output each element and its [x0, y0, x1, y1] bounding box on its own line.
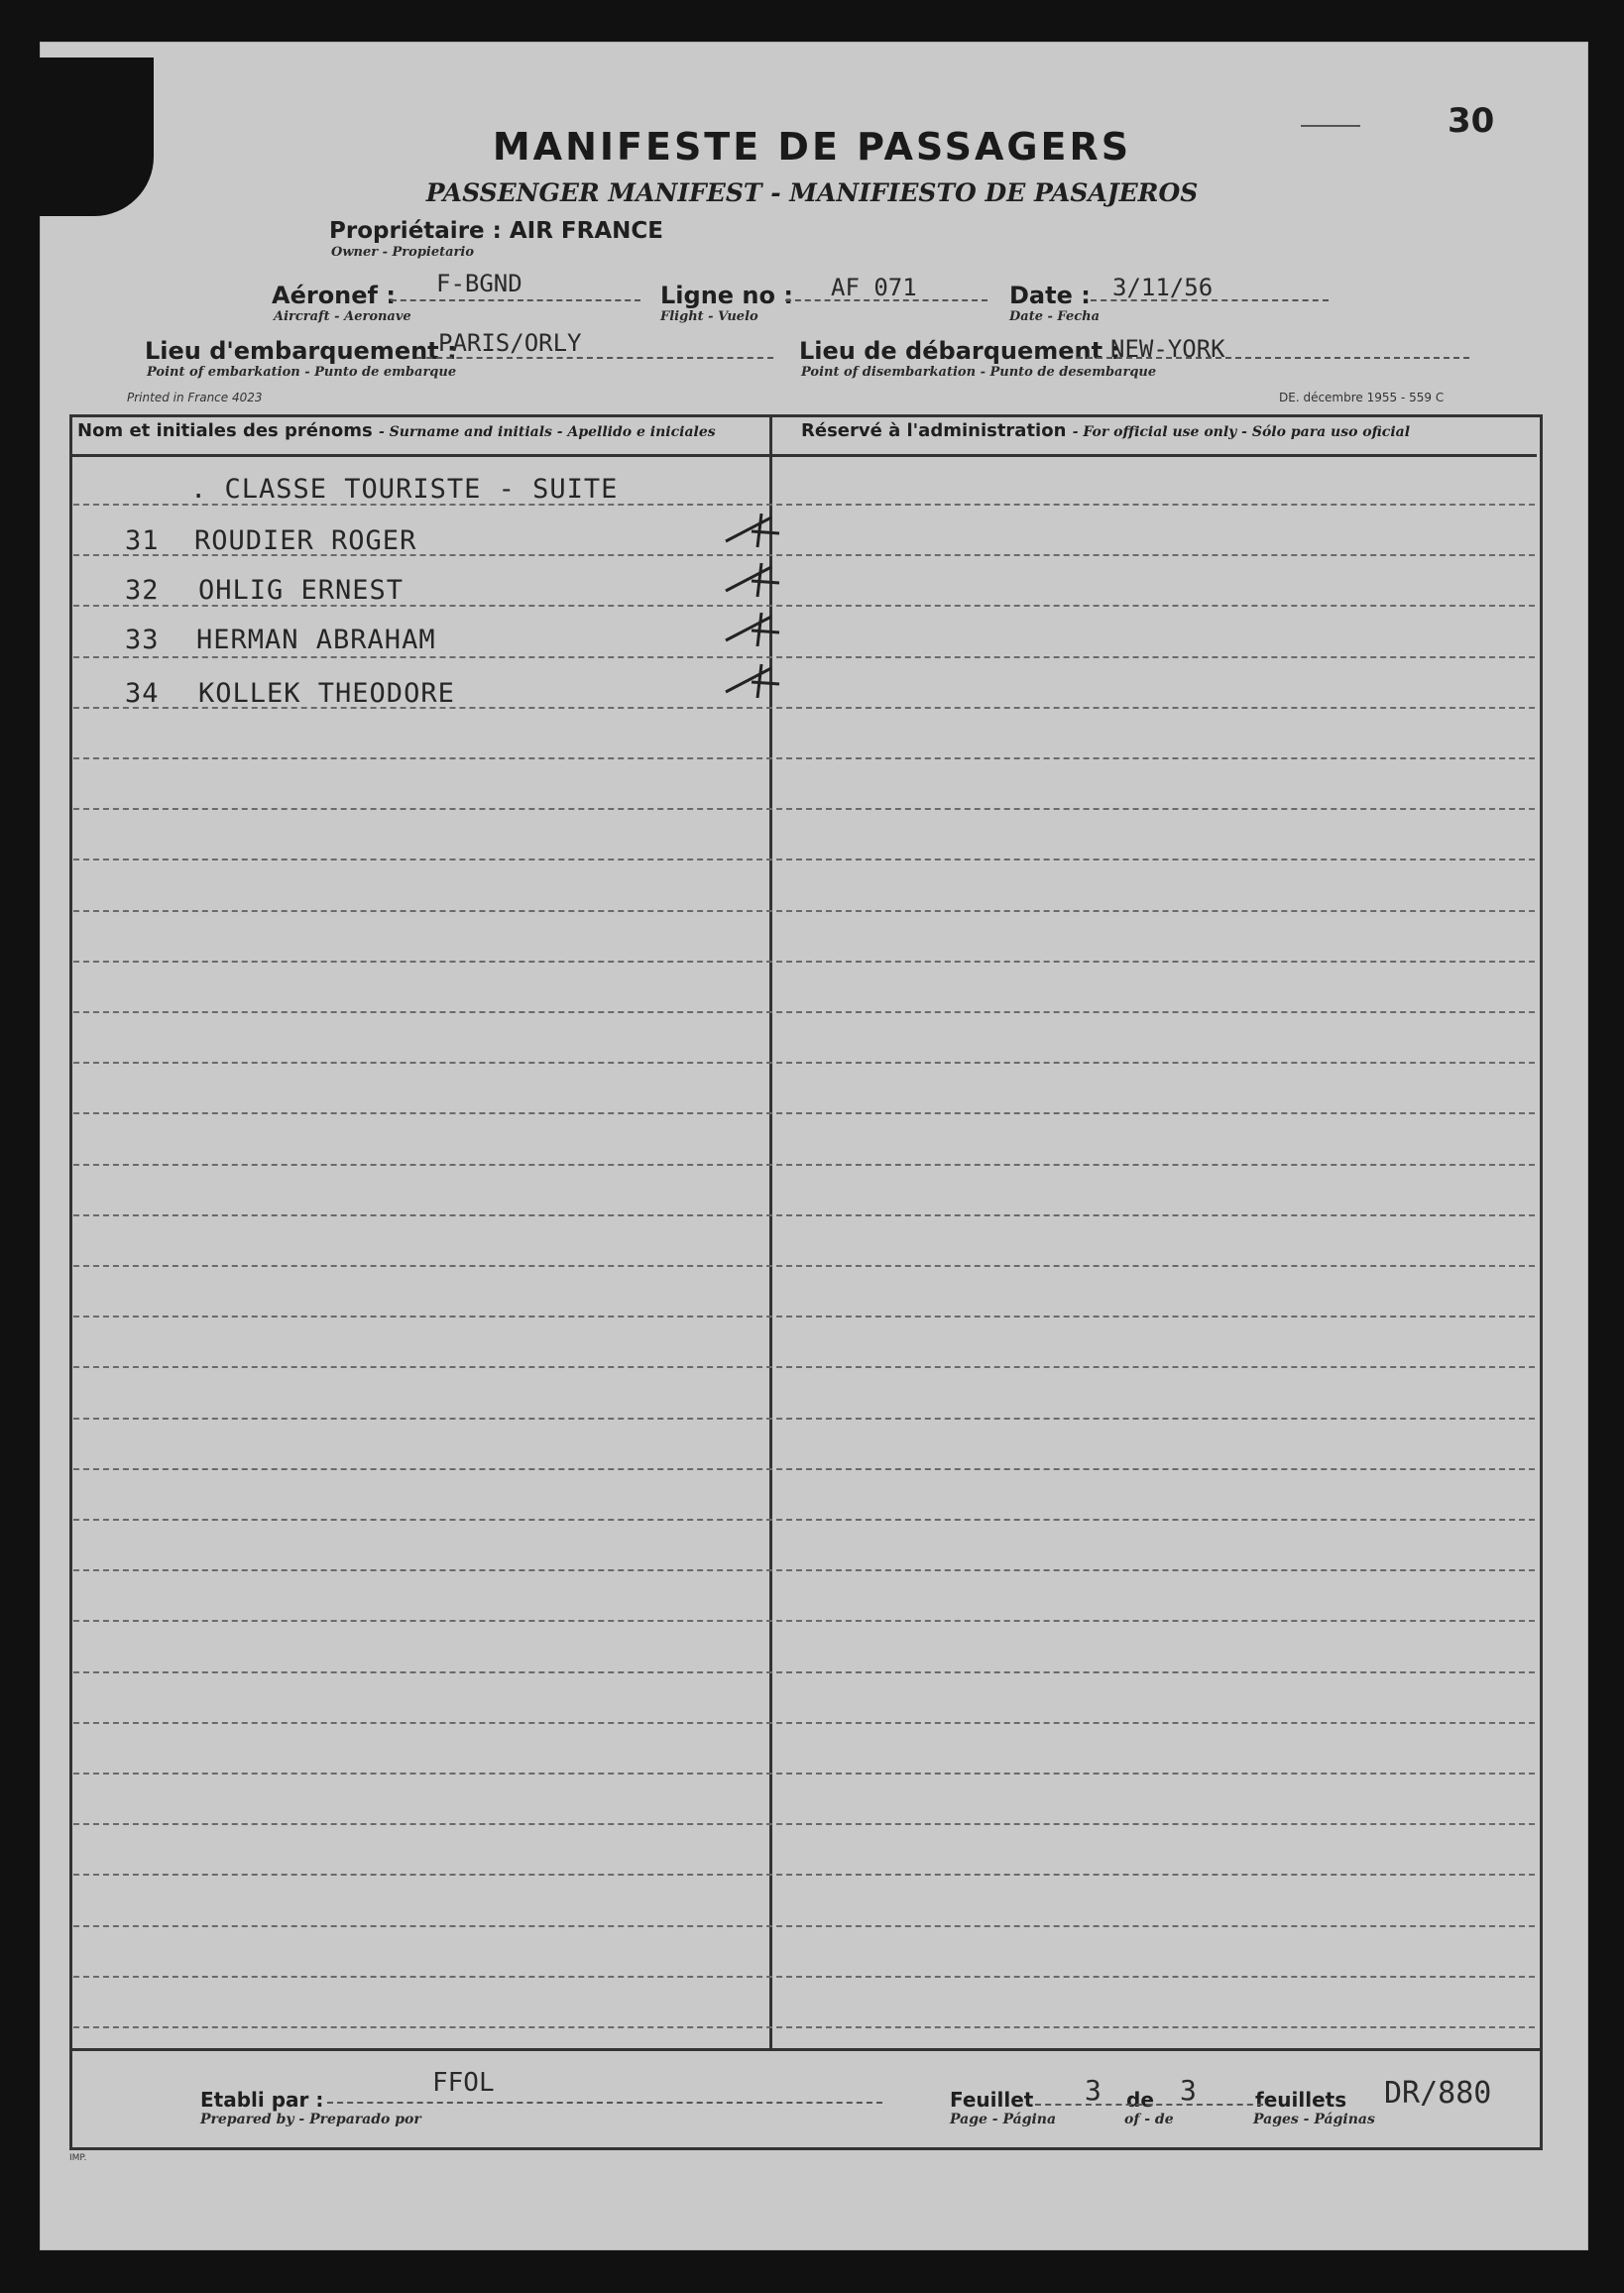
ruled-line [73, 1976, 1535, 1978]
passenger-name: KOLLEK THEODORE [198, 678, 455, 709]
flight-underline [785, 299, 987, 301]
owner-label: Propriétaire : AIR FRANCE [329, 218, 663, 244]
disembark-sub: Point of disembarkation - Punto de desembarque [801, 365, 1157, 380]
disembark-value: NEW-YORK [1110, 335, 1225, 363]
sheet-underline [1035, 2104, 1263, 2106]
ruled-line [73, 961, 1535, 963]
manifest-title: MANIFESTE DE PASSAGERS [492, 125, 1132, 169]
ruled-line [73, 1519, 1535, 1521]
ruled-line [73, 1366, 1535, 1368]
of-sub: of - de [1124, 2112, 1174, 2127]
ruled-line [73, 1823, 1535, 1825]
sheet-label: Feuillet [950, 2088, 1034, 2112]
date-underline [1091, 299, 1329, 301]
total-value: 3 [1180, 2074, 1197, 2107]
ruled-line [73, 1214, 1535, 1216]
embark-value: PARIS/ORLY [438, 329, 582, 357]
ruled-line [73, 1265, 1535, 1267]
check-mark-icon [722, 512, 781, 549]
prepared-label: Etabli par : [200, 2088, 324, 2112]
check-mark-icon [722, 662, 781, 700]
owner-sub: Owner - Propietario [331, 245, 475, 260]
manifest-subtitle: PASSENGER MANIFEST - MANIFIESTO DE PASAJEROS [425, 178, 1199, 207]
date-sub: Date - Fecha [1009, 309, 1100, 324]
embark-underline [416, 357, 773, 359]
section-label: . CLASSE TOURISTE - SUITE [190, 474, 619, 505]
sheet-value: 3 [1085, 2074, 1102, 2107]
ruled-line [73, 1569, 1535, 1571]
ruled-line [73, 1062, 1535, 1064]
flight-value: AF 071 [831, 274, 917, 301]
ruled-line [73, 859, 1535, 860]
ruled-line [73, 2026, 1535, 2028]
check-mark-icon [722, 611, 781, 648]
passenger-no: 31 [125, 525, 160, 556]
col-name-header-sub: - Surname and initials - Apellido e iniciales [378, 424, 716, 440]
check-mark-icon [722, 561, 781, 599]
ruled-line [73, 1112, 1535, 1114]
aircraft-sub: Aircraft - Aeronave [274, 309, 411, 324]
passenger-no: 33 [125, 625, 160, 655]
col-admin-header-sub: - For official use only - Sólo para uso oficial [1072, 424, 1411, 440]
passenger-name: ROUDIER ROGER [194, 525, 417, 556]
ruled-line [73, 910, 1535, 912]
sheet-sub: Page - Página [950, 2112, 1057, 2127]
form-code: DE. décembre 1955 - 559 C [1279, 391, 1445, 404]
passenger-no: 34 [125, 678, 160, 709]
col-admin-header-text: Réservé à l'administration [801, 420, 1067, 441]
printer-mark: IMP. [69, 2153, 87, 2163]
prepared-value: FFOL [432, 2068, 495, 2098]
flight-sub: Flight - Vuelo [660, 309, 758, 324]
ruled-line [73, 656, 1535, 658]
aircraft-underline [391, 299, 640, 301]
ruled-line [73, 1671, 1535, 1673]
ruled-line [73, 1874, 1535, 1876]
sheets-label: feuillets [1255, 2088, 1347, 2112]
ruled-line [73, 1773, 1535, 1775]
embark-sub: Point of embarkation - Punto de embarque [147, 365, 457, 380]
of-label: de [1126, 2088, 1154, 2112]
printed-note: Printed in France 4023 [127, 391, 263, 404]
ruled-line [73, 1011, 1535, 1013]
ruled-line [73, 757, 1535, 759]
prepared-underline [327, 2102, 882, 2104]
flight-label: Ligne no : [660, 282, 793, 309]
embark-label: Lieu d'embarquement : [145, 337, 457, 365]
ruled-line [73, 1468, 1535, 1470]
sheets-sub: Pages - Páginas [1253, 2112, 1375, 2127]
ruled-line [73, 1164, 1535, 1166]
ruled-line [73, 1316, 1535, 1318]
passenger-name: HERMAN ABRAHAM [196, 625, 436, 655]
ruled-line [73, 1925, 1535, 1927]
page-number: 30 [1448, 101, 1495, 141]
ruled-line [73, 808, 1535, 810]
col-name-header [77, 420, 716, 441]
date-value: 3/11/56 [1112, 274, 1214, 301]
ruled-line [73, 1418, 1535, 1420]
ruled-line [73, 1620, 1535, 1622]
col-name-header-text: Nom et initiales des prénoms [77, 420, 373, 441]
disembark-label: Lieu de débarquement : [799, 337, 1121, 365]
aircraft-value: F-BGND [436, 270, 522, 297]
date-label: Date : [1009, 282, 1091, 309]
ruled-line [73, 1722, 1535, 1724]
prepared-sub: Prepared by - Preparado por [200, 2112, 421, 2127]
passenger-no: 32 [125, 575, 160, 606]
col-admin-header [801, 420, 1410, 441]
passenger-table [69, 414, 1543, 2051]
disembark-underline [1077, 357, 1469, 359]
column-divider [769, 414, 772, 2051]
reference-code: DR/880 [1384, 2076, 1492, 2111]
passenger-name: OHLIG ERNEST [198, 575, 405, 606]
aircraft-label: Aéronef : [272, 282, 396, 309]
